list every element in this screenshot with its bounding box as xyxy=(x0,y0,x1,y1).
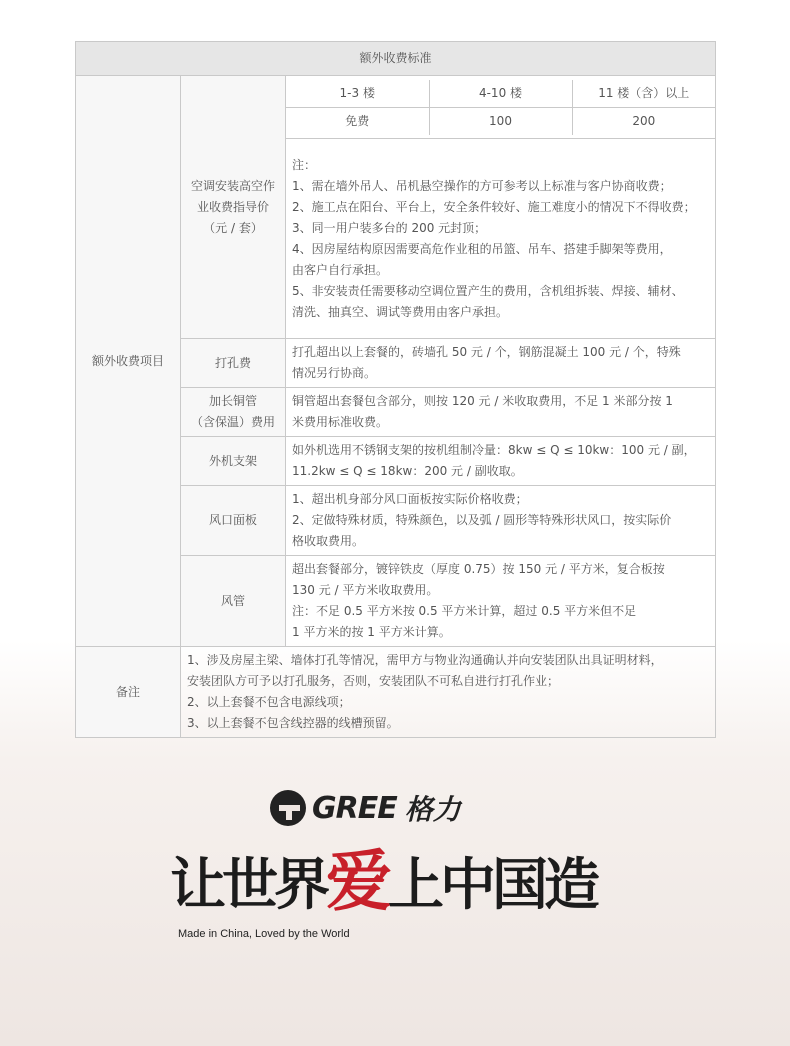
desc-line: 米费用标准收费。 xyxy=(292,415,389,429)
desc-line: 注：不足 0.5 平方米按 0.5 平方米计算，超过 0.5 平方米但不足 xyxy=(292,604,637,618)
row-label-line: 打孔费 xyxy=(214,355,251,370)
desc-line: 情况另行协商。 xyxy=(292,366,377,380)
ac-install-label xyxy=(181,76,286,339)
desc-line: 130 元 / 平方米收取费用。 xyxy=(292,583,439,597)
vent-panel-desc xyxy=(286,486,716,556)
copper-pipe-label xyxy=(181,388,286,437)
floor-header: 11 楼（含）以上 xyxy=(572,80,715,108)
logo-cn: 格力 xyxy=(404,793,461,826)
desc-line: 格收取费用。 xyxy=(292,534,365,548)
slogan xyxy=(170,842,640,920)
remarks-text xyxy=(181,647,716,738)
note-line: 注： xyxy=(292,158,317,173)
floor-header: 1-3 楼 xyxy=(339,85,375,100)
ac-install-label-line: （元 / 套） xyxy=(203,220,263,235)
desc-line: 2、定做特殊材质，特殊颜色，以及弧 / 圆形等特殊形状风口，按实际价 xyxy=(292,513,672,527)
row-label-line: 风管 xyxy=(220,593,245,608)
note-line: 4、因房屋结构原因需要高危作业租的吊篮、吊车、搭建手脚架等费用， xyxy=(292,242,672,257)
desc-line: 1、超出机身部分风口面板按实际价格收费； xyxy=(292,492,528,506)
floor-price-grid xyxy=(286,76,716,139)
section-label: 额外收费项目 xyxy=(76,76,181,647)
desc-line: 打孔超出以上套餐的，砖墙孔 50 元 / 个，钢筋混凝土 100 元 / 个，特殊 xyxy=(292,345,681,359)
note-line: 清洗、抽真空、调试等费用由客户承担。 xyxy=(292,305,509,320)
outdoor-bracket-label xyxy=(181,437,286,486)
floor-price: 200 xyxy=(572,107,715,135)
remark-line: 2、以上套餐不包含电源线项； xyxy=(187,695,351,709)
remarks-label: 备注 xyxy=(76,647,181,738)
duct-desc xyxy=(286,556,716,647)
copper-pipe-desc xyxy=(286,388,716,437)
note-line: 5、非安装责任需要移动空调位置产生的费用，含机组拆装、焊接、辅材、 xyxy=(292,284,684,299)
floor-price: 免费 xyxy=(286,107,429,135)
fee-table xyxy=(75,41,716,738)
row-label-line: 外机支架 xyxy=(208,453,257,468)
vent-panel-label xyxy=(181,486,286,556)
desc-line: 铜管超出套餐包含部分，则按 120 元 / 米收取费用，不足 1 米部分按 1 xyxy=(292,394,673,408)
row-label-line: 加长铜管 xyxy=(208,394,257,408)
row-label-line: （含保温）费用 xyxy=(190,415,275,429)
logo-word: GREE xyxy=(312,790,397,826)
note-line: 1、需在墙外吊人、吊机悬空操作的方可参考以上标准与客户协商收费； xyxy=(292,179,672,194)
desc-line: 11.2kw ≤ Q ≤ 18kw：200 元 / 副收取。 xyxy=(292,464,523,478)
remark-line: 1、涉及房屋主梁、墙体打孔等情况，需甲方与物业沟通确认并向安装团队出具证明材料， xyxy=(187,653,663,667)
remark-line: 3、以上套餐不包含线控器的线槽预留。 xyxy=(187,716,399,730)
slogan-highlight: 爱 xyxy=(326,842,388,920)
slogan-part: 让世界 xyxy=(170,852,326,918)
slogan-part: 上中国造 xyxy=(388,852,596,918)
floor-header: 4-10 楼 xyxy=(429,80,572,108)
drilling-fee-desc xyxy=(286,339,716,388)
duct-label xyxy=(181,556,286,647)
table-title: 额外收费标准 xyxy=(76,42,716,76)
gree-logo-icon xyxy=(270,790,306,826)
desc-line: 超出套餐部分，镀锌铁皮（厚度 0.75）按 150 元 / 平方米，复合板按 xyxy=(292,562,665,576)
ac-install-label-line: 空调安装高空作 xyxy=(190,178,275,193)
desc-line: 如外机选用不锈钢支架的按机组制冷量：8kw ≤ Q ≤ 10kw：100 元 / 副， xyxy=(292,443,696,457)
outdoor-bracket-desc xyxy=(286,437,716,486)
desc-line: 1 平方米的按 1 平方米计算。 xyxy=(292,625,451,639)
drilling-fee-label xyxy=(181,339,286,388)
floor-price: 100 xyxy=(429,107,572,135)
slogan-english: Made in China, Loved by the World xyxy=(178,928,350,940)
ac-install-label-line: 业收费指导价 xyxy=(196,199,269,214)
note-line: 2、施工点在阳台、平台上，安全条件较好、施工难度小的情况下不得收费； xyxy=(292,200,696,215)
row-label-line: 风口面板 xyxy=(208,513,257,527)
gree-logo xyxy=(270,788,530,828)
remark-line: 安装团队方可予以打孔服务，否则，安装团队不可私自进行打孔作业； xyxy=(187,674,560,688)
ac-install-notes xyxy=(286,139,716,339)
note-line: 3、同一用户装多台的 200 元封顶； xyxy=(292,221,487,236)
note-line: 由客户自行承担。 xyxy=(292,263,389,278)
